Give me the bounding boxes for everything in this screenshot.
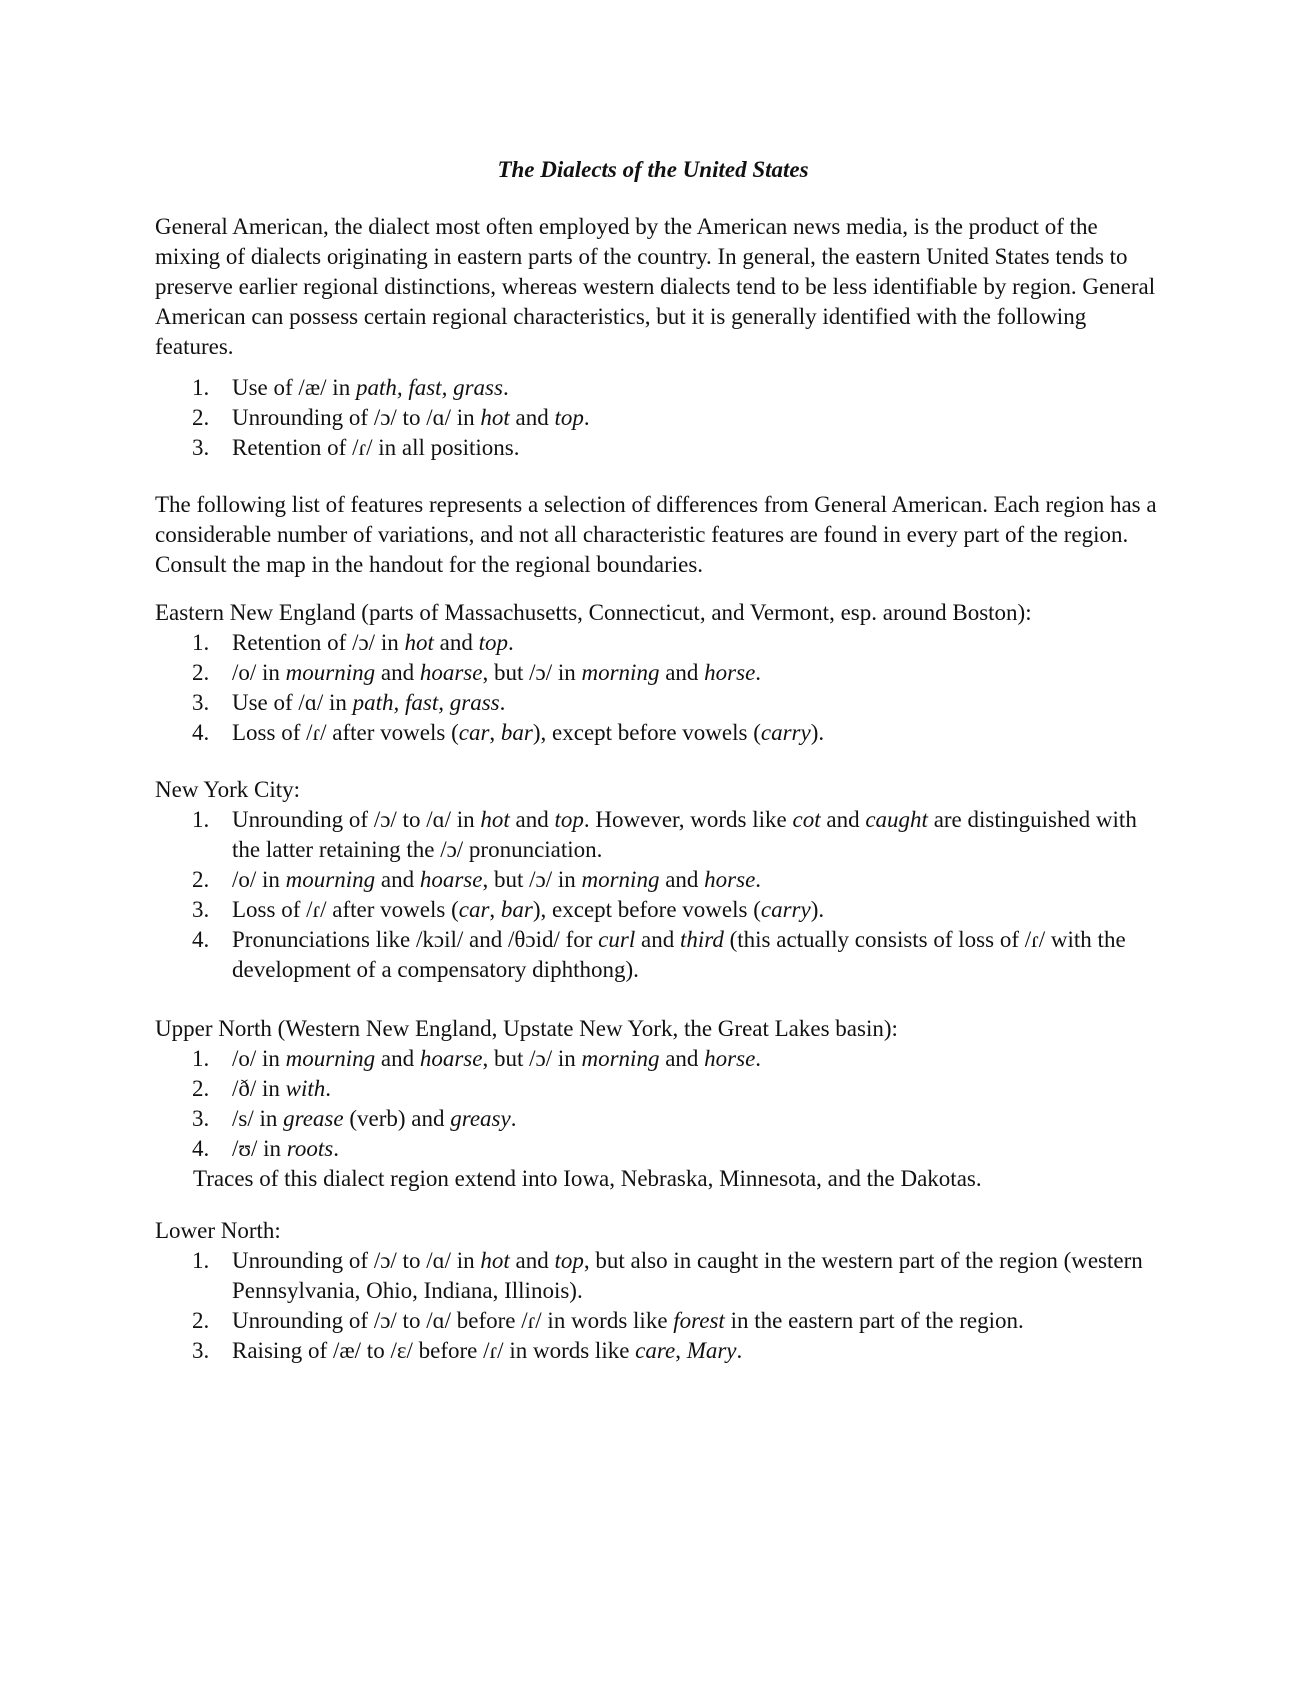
feature-item: 4. Pronunciations like /kɔil/ and /θɔid/ for curl and third (this actually consists of loss of /ɾ/ with the development of a compensatory diphthong). (192, 927, 1126, 982)
item-number: 2. (192, 660, 210, 685)
example-word: mourning (285, 1046, 376, 1071)
document-title: The Dialects of the United States (497, 157, 809, 182)
example-word: caught (865, 807, 928, 832)
example-word: hot (480, 405, 510, 430)
example-word: with (285, 1076, 326, 1101)
feature-item: 3. Use of /ɑ/ in path, fast, grass. (155, 688, 1165, 718)
intro-block (155, 212, 1165, 362)
example-word: bar (500, 720, 533, 745)
item-number: 1. (192, 1248, 210, 1273)
example-word: curl (598, 927, 636, 952)
feature-item: 1. /o/ in mourning and hoarse, but /ɔ/ in morning and horse. (155, 1044, 1165, 1074)
region-feature-list (155, 805, 1165, 985)
item-number: 3. (192, 1338, 210, 1363)
region-heading: New York City: (155, 777, 301, 802)
example-word: bar (500, 897, 533, 922)
feature-item: 2. /o/ in mourning and hoarse, but /ɔ/ in morning and horse. (155, 658, 1165, 688)
feature-item: 4. /ʊ/ in roots. (155, 1134, 1165, 1164)
item-number: 3. (192, 1106, 210, 1131)
region-eastern-new-england (155, 598, 1165, 748)
example-word: path, fast, grass (352, 690, 500, 715)
feature-item: 1. Unrounding of /ɔ/ to /ɑ/ in hot and top. However, words like cot and caught are distinguished with the latter retaining the /ɔ/ pronunciation. (192, 807, 1137, 862)
item-number: 2. (192, 405, 210, 430)
example-word: horse (704, 1046, 756, 1071)
example-word: roots (286, 1136, 334, 1161)
feature-item: 1. Retention of /ɔ/ in hot and top. (155, 628, 1165, 658)
feature-item: 3. Retention of /ɾ/ in all positions. (155, 433, 1165, 463)
example-word: carry (760, 720, 811, 745)
feature-item: 2. /o/ in mourning and hoarse, but /ɔ/ in morning and horse. (155, 865, 1165, 895)
example-word: top (554, 1248, 584, 1273)
example-word: grease (283, 1106, 344, 1131)
example-word: greasy (450, 1106, 511, 1131)
example-word: hoarse (419, 660, 483, 685)
selection-block (155, 490, 1165, 580)
region-heading: Lower North: (155, 1218, 281, 1243)
region-feature-list (155, 1044, 1165, 1164)
item-number: 4. (192, 927, 210, 952)
region-note: Traces of this dialect region extend into Iowa, Nebraska, Minnesota, and the Dakotas. (193, 1166, 982, 1191)
example-word: car (458, 720, 490, 745)
item-number: 1. (192, 630, 210, 655)
feature-item: 2. Unrounding of /ɔ/ to /ɑ/ before /ɾ/ in words like forest in the eastern part of the region. (155, 1306, 1165, 1336)
example-word: mourning (285, 660, 376, 685)
feature-item: 1. Use of /æ/ in path, fast, grass. (155, 373, 1165, 403)
region-feature-list (155, 1246, 1165, 1366)
item-number: 4. (192, 720, 210, 745)
item-number: 3. (192, 435, 210, 460)
item-number: 2. (192, 1308, 210, 1333)
example-word: morning (581, 1046, 660, 1071)
region-heading: Upper North (Western New England, Upstate New York, the Great Lakes basin): (155, 1016, 898, 1041)
example-word: forest (673, 1308, 725, 1333)
selection-paragraph: The following list of features represents a selection of differences from General American. Each region has a considerable number of variations, and not all characteristic features are found in every part of the region. Consult the map in the handout for the regional boundaries. (155, 492, 1157, 577)
region-feature-list (155, 628, 1165, 748)
example-word: hoarse (419, 867, 483, 892)
feature-item: 1. Unrounding of /ɔ/ to /ɑ/ in hot and top, but also in caught in the western part of the region (western Pennsylvania, Ohio, Indiana, Illinois). (192, 1248, 1143, 1303)
example-word: horse (704, 867, 756, 892)
example-word: hot (480, 807, 510, 832)
example-word: horse (704, 660, 756, 685)
region-new-york-city (155, 775, 1165, 985)
item-number: 3. (192, 897, 210, 922)
example-word: top (478, 630, 508, 655)
region-heading: Eastern New England (parts of Massachusetts, Connecticut, and Vermont, esp. around Boston): (155, 600, 1032, 625)
ga-feature-list (155, 373, 1165, 463)
feature-item: 3. Loss of /ɾ/ after vowels (car, bar), except before vowels (carry). (155, 895, 1165, 925)
intro-paragraph: General American, the dialect most often employed by the American news media, is the product of the mixing of dialects originating in eastern parts of the country. In general, the eastern United States tends to preserve earlier regional distinctions, whereas western dialects tend to be less identifiable by region. General American can possess certain regional characteristics, but it is generally identified with the following features. (155, 214, 1156, 359)
item-number: 1. (192, 807, 210, 832)
example-word: care (635, 1338, 676, 1363)
region-lower-north (155, 1216, 1165, 1366)
example-word: cot (792, 807, 821, 832)
feature-item: 2. Unrounding of /ɔ/ to /ɑ/ in hot and top. (155, 403, 1165, 433)
example-word: third (679, 927, 724, 952)
example-word: morning (581, 867, 660, 892)
feature-item: 3. Raising of /æ/ to /ɛ/ before /ɾ/ in words like care, Mary. (155, 1336, 1165, 1366)
feature-item: 2. /ð/ in with. (155, 1074, 1165, 1104)
example-word: hot (480, 1248, 510, 1273)
item-number: 2. (192, 1076, 210, 1101)
item-number: 1. (192, 375, 210, 400)
item-number: 2. (192, 867, 210, 892)
feature-item: 3. /s/ in grease (verb) and greasy. (155, 1104, 1165, 1134)
example-word: car (458, 897, 490, 922)
item-number: 1. (192, 1046, 210, 1071)
item-number: 4. (192, 1136, 210, 1161)
example-word: morning (581, 660, 660, 685)
item-number: 3. (192, 690, 210, 715)
example-word: mourning (285, 867, 376, 892)
example-word: hot (404, 630, 434, 655)
example-word: hoarse (419, 1046, 483, 1071)
example-word: path, fast, grass (355, 375, 503, 400)
example-word: Mary (686, 1338, 737, 1363)
feature-item: 4. Loss of /ɾ/ after vowels (car, bar), except before vowels (carry). (155, 718, 1165, 748)
example-word: top (554, 807, 584, 832)
region-upper-north (155, 1014, 1165, 1194)
example-word: carry (760, 897, 811, 922)
ga-features-block (155, 373, 1165, 463)
example-word: top (554, 405, 584, 430)
